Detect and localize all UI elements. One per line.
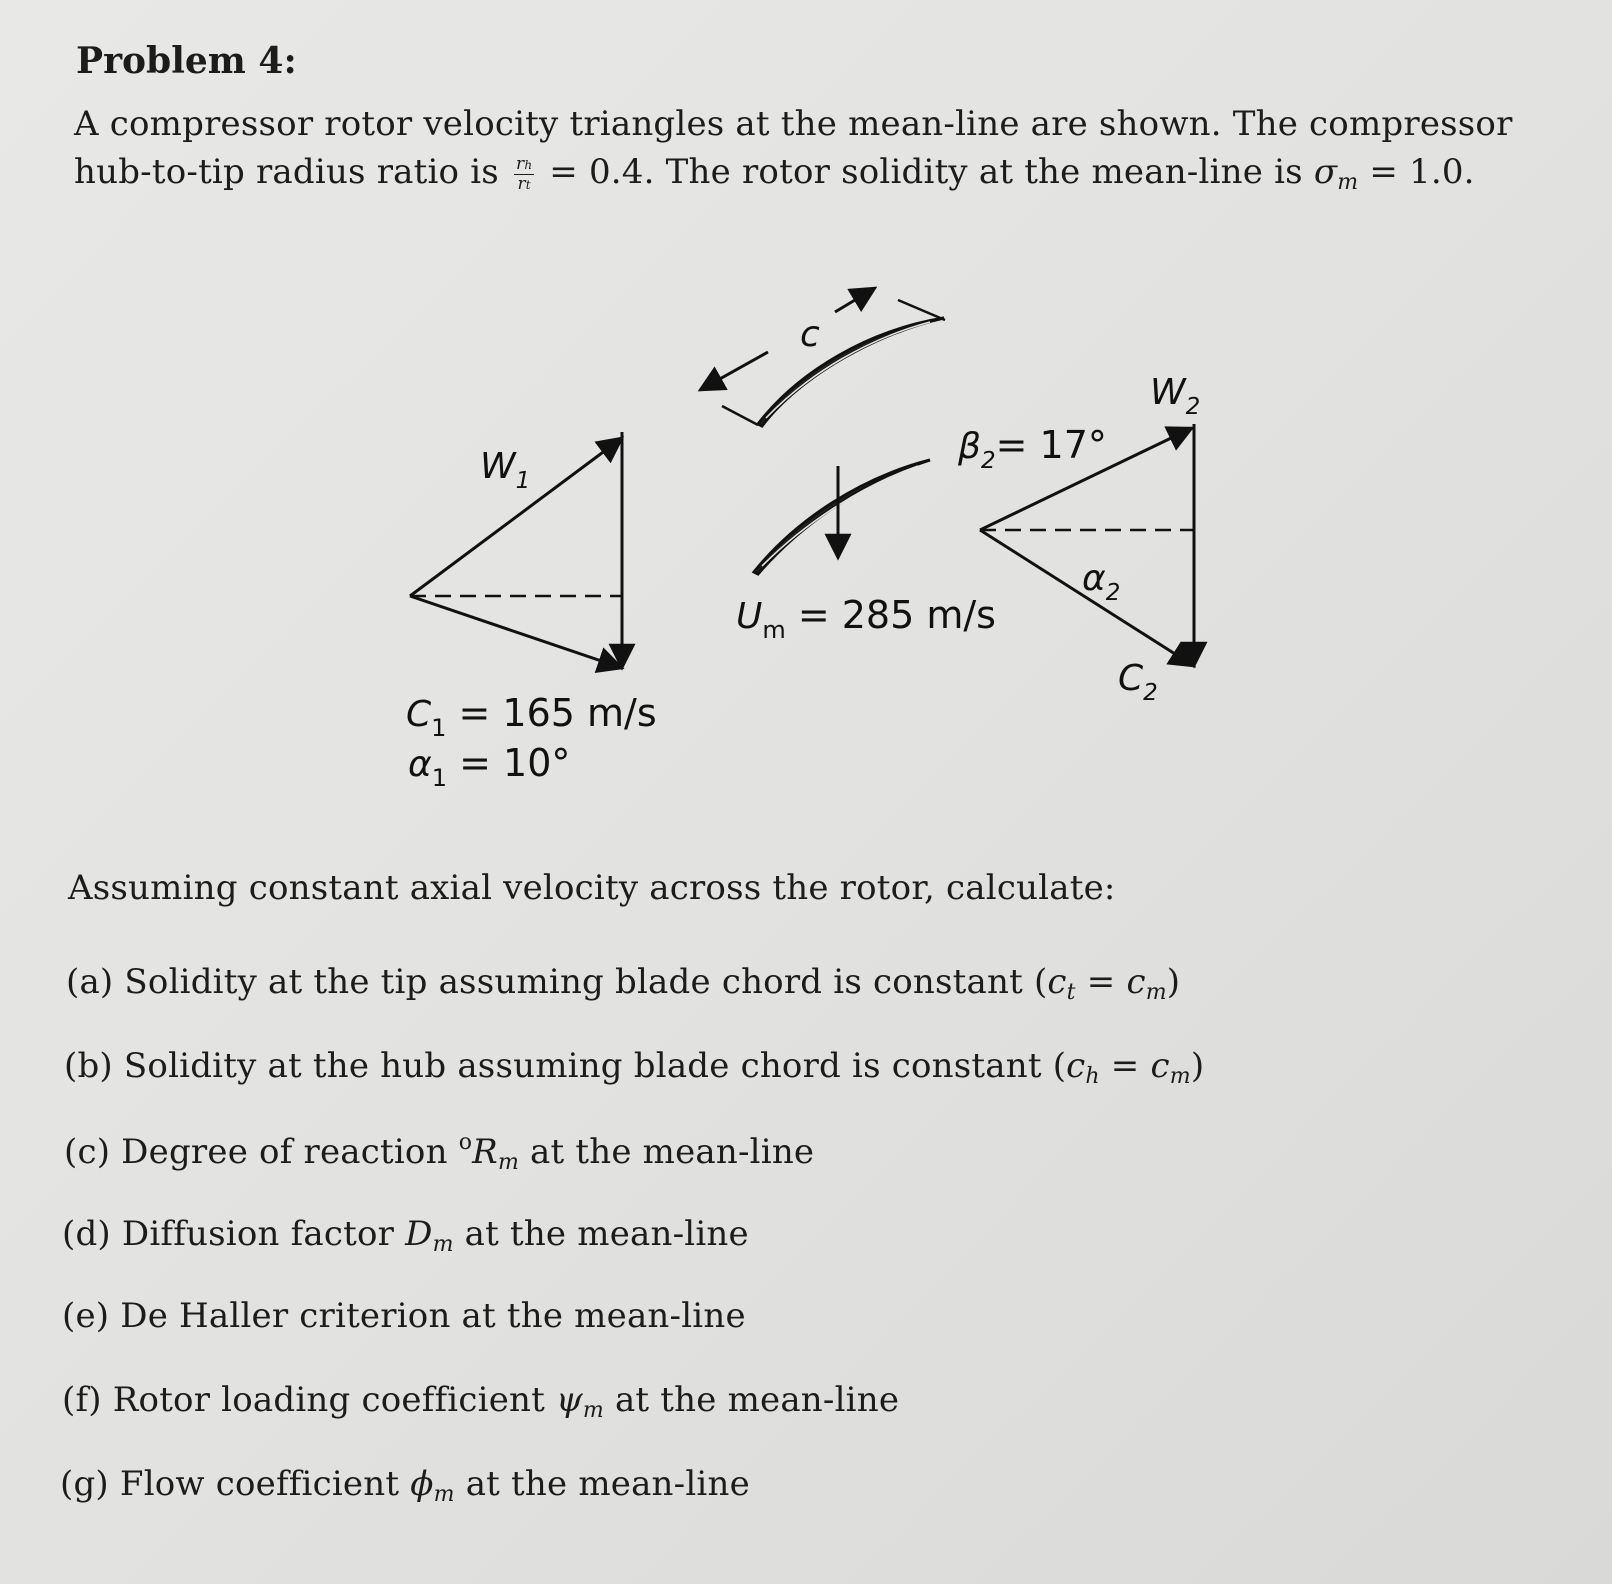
- intro-line-2-b: = 0.4. The rotor solidity at the mean-line is: [549, 152, 1303, 192]
- alpha1-value-label: α1 = 10°: [408, 741, 571, 792]
- question-a-close: ): [1166, 962, 1181, 1002]
- question-g-tail: at the mean-line: [454, 1464, 750, 1504]
- question-a-c: c: [1047, 962, 1067, 1002]
- intro-line-1: A compressor rotor velocity triangles at the mean-line are shown. The compressor: [74, 104, 1513, 144]
- upper-blade-camber: [766, 322, 930, 418]
- question-c-text: (c) Degree of reaction: [64, 1132, 459, 1172]
- question-d-tail: at the mean-line: [453, 1214, 749, 1254]
- question-c-r: R: [472, 1132, 498, 1172]
- ratio-num-letter: r: [515, 153, 525, 174]
- sigma-subscript: m: [1337, 170, 1359, 195]
- chord-extension-lower: [722, 406, 758, 425]
- w1-label: W1: [480, 446, 531, 494]
- question-b-close: ): [1190, 1046, 1205, 1086]
- question-f: [62, 1380, 899, 1423]
- question-f-psi: ψ: [556, 1380, 583, 1420]
- beta2-label: β2= 17°: [958, 423, 1107, 474]
- um-label: Um = 285 m/s: [736, 593, 996, 644]
- question-e: (e) De Haller criterion at the mean-line: [62, 1296, 746, 1336]
- question-c: [64, 1130, 814, 1175]
- w2-label: W2: [1150, 372, 1201, 420]
- question-b-sub-h: h: [1085, 1064, 1100, 1089]
- question-g-text: (g) Flow coefficient: [60, 1464, 411, 1504]
- question-g-phi: ϕ: [410, 1464, 434, 1504]
- intro-line-2-a: hub-to-tip radius ratio is: [74, 152, 499, 192]
- c1-value-label: C1 = 165 m/s: [406, 691, 657, 742]
- sigma-symbol: σ: [1313, 152, 1338, 192]
- question-f-sub: m: [582, 1398, 604, 1423]
- question-c-sub: m: [497, 1150, 520, 1175]
- question-g-sub: m: [433, 1482, 455, 1507]
- question-f-tail: at the mean-line: [603, 1380, 900, 1420]
- question-c-tail: at the mean-line: [519, 1132, 815, 1172]
- question-b-text: (b) Solidity at the hub assuming blade chord is constant (: [64, 1046, 1067, 1086]
- chord-arrow-right: [835, 288, 875, 312]
- question-g: [60, 1464, 750, 1507]
- upper-blade: [758, 318, 944, 426]
- question-a-text: (a) Solidity at the tip assuming blade chord is constant (: [66, 962, 1048, 1002]
- question-b-eq: =: [1099, 1046, 1151, 1086]
- lower-blade-camber: [762, 466, 918, 566]
- ratio-den-sub: t: [525, 177, 531, 192]
- question-d-text: (d) Diffusion factor: [62, 1214, 406, 1254]
- alpha2-label: α2: [1082, 558, 1121, 606]
- question-b: [64, 1046, 1204, 1089]
- question-b-sub-m: m: [1169, 1064, 1191, 1089]
- chord-extension-upper: [898, 300, 945, 320]
- question-d: [62, 1214, 749, 1257]
- ratio-num-sub: h: [524, 157, 533, 172]
- ratio-den-letter: r: [517, 173, 526, 194]
- question-d-d: D: [405, 1214, 433, 1254]
- c2-label: C2: [1118, 658, 1158, 706]
- w1-vector: [410, 438, 622, 596]
- intro-line-2-c: = 1.0.: [1369, 152, 1475, 192]
- chord-label: c: [800, 314, 820, 355]
- chord-arrow-left: [700, 352, 768, 390]
- question-a-sub-m: m: [1145, 980, 1167, 1005]
- c1-vector: [410, 596, 622, 668]
- lower-blade: [754, 460, 930, 574]
- question-a-c2: c: [1126, 962, 1146, 1002]
- question-f-text: (f) Rotor loading coefficient: [62, 1380, 556, 1420]
- question-a-eq: =: [1075, 962, 1127, 1002]
- question-b-c2: c: [1150, 1046, 1170, 1086]
- question-b-c: c: [1066, 1046, 1086, 1086]
- problem-title: Problem 4:: [76, 40, 297, 82]
- question-d-sub: m: [432, 1232, 454, 1257]
- question-a-sub-t: t: [1066, 980, 1076, 1005]
- question-c-sup: o: [458, 1130, 473, 1155]
- questions-lead: Assuming constant axial velocity across the rotor, calculate:: [68, 868, 1116, 908]
- question-a: [66, 962, 1180, 1005]
